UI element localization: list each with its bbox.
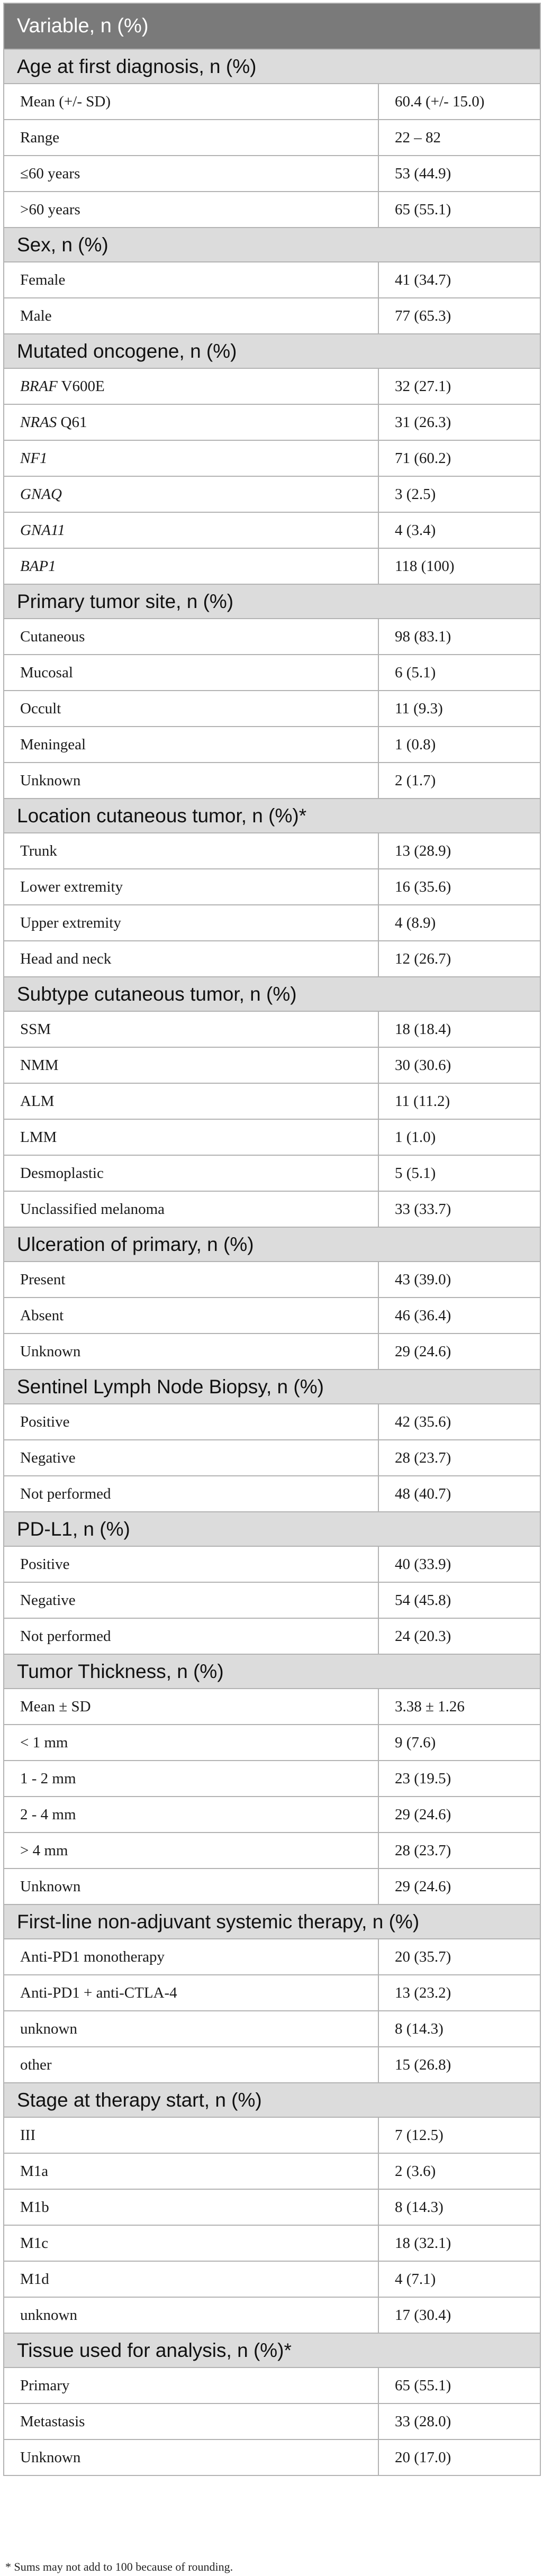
section-header-row bbox=[4, 1512, 540, 1546]
table-row bbox=[4, 2117, 540, 2153]
table-row bbox=[4, 368, 540, 404]
row-label-cell bbox=[4, 1582, 378, 1618]
row-label-cell bbox=[4, 512, 378, 548]
row-label: NMM bbox=[20, 1056, 59, 1074]
row-label: SSM bbox=[20, 1020, 51, 1038]
row-label-cell bbox=[4, 1868, 378, 1904]
table-row bbox=[4, 1975, 540, 2011]
row-value: 2 (1.7) bbox=[378, 763, 540, 799]
section-title: Subtype cutaneous tumor, n (%) bbox=[4, 977, 540, 1011]
table-row bbox=[4, 476, 540, 512]
row-label: Trunk bbox=[20, 842, 57, 859]
table-row bbox=[4, 84, 540, 120]
row-value: 16 (35.6) bbox=[378, 869, 540, 905]
row-value: 71 (60.2) bbox=[378, 440, 540, 476]
row-label: Head and neck bbox=[20, 950, 112, 967]
row-label: III bbox=[20, 2126, 35, 2144]
row-label: Negative bbox=[20, 1591, 76, 1609]
row-label-cell bbox=[4, 2189, 378, 2225]
row-label-cell bbox=[4, 1761, 378, 1797]
row-value: 11 (11.2) bbox=[378, 1083, 540, 1119]
section-header-row bbox=[4, 1654, 540, 1689]
row-value: 43 (39.0) bbox=[378, 1262, 540, 1298]
row-label-suffix: Q61 bbox=[57, 413, 87, 431]
row-value: 17 (30.4) bbox=[378, 2297, 540, 2333]
row-label: M1d bbox=[20, 2270, 49, 2288]
section-title: Mutated oncogene, n (%) bbox=[4, 334, 540, 368]
row-label: 2 - 4 mm bbox=[20, 1806, 76, 1823]
row-label-cell bbox=[4, 192, 378, 228]
row-value: 29 (24.6) bbox=[378, 1868, 540, 1904]
row-label: Unknown bbox=[20, 1877, 81, 1895]
row-label: GNA11 bbox=[20, 521, 65, 539]
row-label: GNAQ bbox=[20, 485, 62, 503]
table-row bbox=[4, 619, 540, 655]
table-row bbox=[4, 192, 540, 228]
row-value: 29 (24.6) bbox=[378, 1334, 540, 1369]
section-title: Sex, n (%) bbox=[4, 228, 540, 262]
row-label-cell bbox=[4, 156, 378, 192]
table-row bbox=[4, 2011, 540, 2047]
row-value: 53 (44.9) bbox=[378, 156, 540, 192]
row-value: 7 (12.5) bbox=[378, 2117, 540, 2153]
row-value: 20 (17.0) bbox=[378, 2439, 540, 2475]
section-header-row bbox=[4, 1369, 540, 1404]
row-label: other bbox=[20, 2056, 52, 2073]
row-label-cell bbox=[4, 1618, 378, 1654]
row-label-cell bbox=[4, 2011, 378, 2047]
row-label-cell bbox=[4, 262, 378, 298]
row-label-cell bbox=[4, 1404, 378, 1440]
row-label: Unclassified melanoma bbox=[20, 1200, 165, 1218]
row-label-cell bbox=[4, 1939, 378, 1975]
table-row bbox=[4, 2368, 540, 2403]
row-value: 4 (3.4) bbox=[378, 512, 540, 548]
row-label: Mean ± SD bbox=[20, 1698, 91, 1715]
row-label-cell bbox=[4, 1833, 378, 1868]
row-label-cell bbox=[4, 763, 378, 799]
table-row bbox=[4, 1618, 540, 1654]
section-title: Tissue used for analysis, n (%)* bbox=[4, 2333, 540, 2368]
row-value: 30 (30.6) bbox=[378, 1047, 540, 1083]
row-label-cell bbox=[4, 2153, 378, 2189]
table-row bbox=[4, 941, 540, 977]
table-row bbox=[4, 2297, 540, 2333]
row-label: Metastasis bbox=[20, 2412, 85, 2430]
section-header-row bbox=[4, 1227, 540, 1262]
row-label: NF1 bbox=[20, 449, 48, 467]
section-title: First-line non-adjuvant systemic therapy, n (%) bbox=[4, 1904, 540, 1939]
section-title: Ulceration of primary, n (%) bbox=[4, 1227, 540, 1262]
row-value: 77 (65.3) bbox=[378, 298, 540, 334]
row-value: 29 (24.6) bbox=[378, 1797, 540, 1833]
row-value: 33 (33.7) bbox=[378, 1191, 540, 1227]
table-row bbox=[4, 1011, 540, 1047]
row-label: Occult bbox=[20, 700, 61, 717]
row-value: 24 (20.3) bbox=[378, 1618, 540, 1654]
row-label: Positive bbox=[20, 1413, 70, 1430]
section-title: Primary tumor site, n (%) bbox=[4, 584, 540, 619]
section-title: Location cutaneous tumor, n (%)* bbox=[4, 799, 540, 833]
row-value: 42 (35.6) bbox=[378, 1404, 540, 1440]
characteristics-table bbox=[3, 3, 541, 2476]
row-label: ≤60 years bbox=[20, 165, 80, 182]
row-value: 11 (9.3) bbox=[378, 691, 540, 727]
row-label-cell bbox=[4, 440, 378, 476]
row-value: 98 (83.1) bbox=[378, 619, 540, 655]
row-value: 8 (14.3) bbox=[378, 2011, 540, 2047]
table-row bbox=[4, 2403, 540, 2439]
row-value: 1 (1.0) bbox=[378, 1119, 540, 1155]
row-label-cell bbox=[4, 655, 378, 691]
section-header-row bbox=[4, 228, 540, 262]
row-label: NRAS bbox=[20, 413, 57, 431]
row-label-cell bbox=[4, 869, 378, 905]
table-row bbox=[4, 1476, 540, 1512]
table-row bbox=[4, 1797, 540, 1833]
row-value: 54 (45.8) bbox=[378, 1582, 540, 1618]
row-label-cell bbox=[4, 1298, 378, 1334]
row-label-cell bbox=[4, 298, 378, 334]
table-row bbox=[4, 2189, 540, 2225]
section-title: Age at first diagnosis, n (%) bbox=[4, 49, 540, 84]
row-value: 13 (23.2) bbox=[378, 1975, 540, 2011]
table-row bbox=[4, 1298, 540, 1334]
row-label: Female bbox=[20, 271, 66, 288]
table-row bbox=[4, 512, 540, 548]
row-value: 22 – 82 bbox=[378, 120, 540, 156]
row-label: Male bbox=[20, 307, 52, 324]
row-label: Unknown bbox=[20, 2448, 81, 2466]
row-value: 4 (7.1) bbox=[378, 2261, 540, 2297]
row-value: 4 (8.9) bbox=[378, 905, 540, 941]
row-value: 18 (32.1) bbox=[378, 2225, 540, 2261]
section-header-row bbox=[4, 977, 540, 1011]
section-title: Stage at therapy start, n (%) bbox=[4, 2083, 540, 2117]
table-row bbox=[4, 404, 540, 440]
row-label-cell bbox=[4, 404, 378, 440]
table-row bbox=[4, 869, 540, 905]
row-label: unknown bbox=[20, 2020, 77, 2037]
table-row bbox=[4, 2153, 540, 2189]
table-row bbox=[4, 1582, 540, 1618]
section-title: Tumor Thickness, n (%) bbox=[4, 1654, 540, 1689]
table-body bbox=[4, 3, 540, 2475]
row-label-cell bbox=[4, 1047, 378, 1083]
row-value: 65 (55.1) bbox=[378, 2368, 540, 2403]
table-row bbox=[4, 440, 540, 476]
row-value: 32 (27.1) bbox=[378, 368, 540, 404]
table-row bbox=[4, 655, 540, 691]
row-label: Lower extremity bbox=[20, 878, 123, 895]
row-value: 15 (26.8) bbox=[378, 2047, 540, 2083]
section-header-row bbox=[4, 799, 540, 833]
table-row bbox=[4, 298, 540, 334]
row-label-cell bbox=[4, 619, 378, 655]
row-value: 28 (23.7) bbox=[378, 1440, 540, 1476]
row-label-cell bbox=[4, 2261, 378, 2297]
table-row bbox=[4, 1546, 540, 1582]
table-row bbox=[4, 548, 540, 584]
table-row bbox=[4, 763, 540, 799]
table-row bbox=[4, 1047, 540, 1083]
row-label: > 4 mm bbox=[20, 1842, 68, 1859]
row-label: Meningeal bbox=[20, 736, 86, 753]
row-label: BRAF bbox=[20, 377, 58, 395]
row-label-cell bbox=[4, 1725, 378, 1761]
row-label: LMM bbox=[20, 1128, 57, 1146]
row-label-cell bbox=[4, 2403, 378, 2439]
row-label-cell bbox=[4, 2297, 378, 2333]
row-label-cell bbox=[4, 2117, 378, 2153]
row-value: 23 (19.5) bbox=[378, 1761, 540, 1797]
row-label: Unknown bbox=[20, 772, 81, 789]
row-label: >60 years bbox=[20, 201, 80, 218]
table-row bbox=[4, 1262, 540, 1298]
row-value: 6 (5.1) bbox=[378, 655, 540, 691]
section-header-row bbox=[4, 1904, 540, 1939]
table-header-row bbox=[4, 3, 540, 49]
section-header-row bbox=[4, 334, 540, 368]
table-row bbox=[4, 1119, 540, 1155]
table-row bbox=[4, 1083, 540, 1119]
table-row bbox=[4, 1868, 540, 1904]
row-label: Range bbox=[20, 129, 60, 146]
row-label-cell bbox=[4, 1440, 378, 1476]
table-row bbox=[4, 1833, 540, 1868]
table-row bbox=[4, 1334, 540, 1369]
section-header-row bbox=[4, 2083, 540, 2117]
table-row bbox=[4, 2261, 540, 2297]
row-label-cell bbox=[4, 2047, 378, 2083]
row-value: 28 (23.7) bbox=[378, 1833, 540, 1868]
row-value: 46 (36.4) bbox=[378, 1298, 540, 1334]
row-label-cell bbox=[4, 2439, 378, 2475]
row-label: Upper extremity bbox=[20, 914, 121, 931]
row-label-cell bbox=[4, 1689, 378, 1725]
row-label-cell bbox=[4, 1083, 378, 1119]
table-row bbox=[4, 1440, 540, 1476]
row-label: Positive bbox=[20, 1555, 70, 1573]
row-value: 5 (5.1) bbox=[378, 1155, 540, 1191]
row-label-cell bbox=[4, 476, 378, 512]
row-label-cell bbox=[4, 905, 378, 941]
row-label: Unknown bbox=[20, 1343, 81, 1360]
row-label: Primary bbox=[20, 2377, 70, 2394]
table-row bbox=[4, 905, 540, 941]
row-label: ALM bbox=[20, 1092, 55, 1110]
row-label: Present bbox=[20, 1271, 66, 1288]
table-row bbox=[4, 1939, 540, 1975]
row-label: unknown bbox=[20, 2306, 77, 2324]
row-label-cell bbox=[4, 1975, 378, 2011]
header-variable-cell: Variable, n (%) bbox=[4, 3, 540, 49]
row-label: BAP1 bbox=[20, 557, 56, 575]
row-label-cell bbox=[4, 727, 378, 763]
row-value: 2 (3.6) bbox=[378, 2153, 540, 2189]
row-label: Cutaneous bbox=[20, 628, 85, 645]
row-label-cell bbox=[4, 368, 378, 404]
table-row bbox=[4, 833, 540, 869]
section-header-row bbox=[4, 584, 540, 619]
table-row bbox=[4, 262, 540, 298]
table-row bbox=[4, 1761, 540, 1797]
row-label-cell bbox=[4, 941, 378, 977]
row-label-cell bbox=[4, 84, 378, 120]
row-label: Anti-PD1 monotherapy bbox=[20, 1948, 165, 1965]
row-label: Desmoplastic bbox=[20, 1164, 104, 1182]
row-label: Negative bbox=[20, 1449, 76, 1466]
row-label-cell bbox=[4, 1334, 378, 1369]
row-value: 33 (28.0) bbox=[378, 2403, 540, 2439]
row-label-cell bbox=[4, 691, 378, 727]
row-label-suffix: V600E bbox=[57, 377, 105, 395]
section-header-row bbox=[4, 49, 540, 84]
row-label-cell bbox=[4, 1011, 378, 1047]
row-value: 3 (2.5) bbox=[378, 476, 540, 512]
table-row bbox=[4, 2047, 540, 2083]
row-value: 60.4 (+/- 15.0) bbox=[378, 84, 540, 120]
table-row bbox=[4, 1689, 540, 1725]
row-label: Absent bbox=[20, 1307, 64, 1324]
row-label: Mucosal bbox=[20, 664, 73, 681]
row-label-cell bbox=[4, 1191, 378, 1227]
section-title: Sentinel Lymph Node Biopsy, n (%) bbox=[4, 1369, 540, 1404]
table-row bbox=[4, 2225, 540, 2261]
row-label-cell bbox=[4, 1262, 378, 1298]
row-label-cell bbox=[4, 548, 378, 584]
table-row bbox=[4, 727, 540, 763]
row-value: 48 (40.7) bbox=[378, 1476, 540, 1512]
table-row bbox=[4, 1191, 540, 1227]
table-row bbox=[4, 1725, 540, 1761]
row-value: 41 (34.7) bbox=[378, 262, 540, 298]
row-label-cell bbox=[4, 120, 378, 156]
row-label: M1b bbox=[20, 2198, 49, 2216]
row-label: Mean (+/- SD) bbox=[20, 93, 111, 110]
section-title: PD-L1, n (%) bbox=[4, 1512, 540, 1546]
row-value: 1 (0.8) bbox=[378, 727, 540, 763]
row-value: 18 (18.4) bbox=[378, 1011, 540, 1047]
row-value: 13 (28.9) bbox=[378, 833, 540, 869]
row-value: 31 (26.3) bbox=[378, 404, 540, 440]
table-row bbox=[4, 691, 540, 727]
table-row bbox=[4, 1404, 540, 1440]
row-label-cell bbox=[4, 1797, 378, 1833]
row-label-cell bbox=[4, 1546, 378, 1582]
row-label-cell bbox=[4, 833, 378, 869]
table-row bbox=[4, 2439, 540, 2475]
table-row bbox=[4, 156, 540, 192]
row-value: 40 (33.9) bbox=[378, 1546, 540, 1582]
row-value: 8 (14.3) bbox=[378, 2189, 540, 2225]
row-value: 118 (100) bbox=[378, 548, 540, 584]
row-value: 3.38 ± 1.26 bbox=[378, 1689, 540, 1725]
row-value: 12 (26.7) bbox=[378, 941, 540, 977]
section-header-row bbox=[4, 2333, 540, 2368]
row-label-cell bbox=[4, 1119, 378, 1155]
row-label: 1 - 2 mm bbox=[20, 1770, 76, 1787]
row-label-cell bbox=[4, 1476, 378, 1512]
row-label-cell bbox=[4, 2225, 378, 2261]
row-label: M1c bbox=[20, 2234, 49, 2252]
row-value: 65 (55.1) bbox=[378, 192, 540, 228]
row-label-cell bbox=[4, 2368, 378, 2403]
row-label: Not performed bbox=[20, 1485, 111, 1502]
row-label-cell bbox=[4, 1155, 378, 1191]
row-label: M1a bbox=[20, 2162, 49, 2180]
table-row bbox=[4, 120, 540, 156]
row-value: 9 (7.6) bbox=[378, 1725, 540, 1761]
row-label: Not performed bbox=[20, 1627, 111, 1645]
table-row bbox=[4, 1155, 540, 1191]
row-value: 20 (35.7) bbox=[378, 1939, 540, 1975]
row-label: < 1 mm bbox=[20, 1734, 68, 1751]
table-footnote: * Sums may not add to 100 because of rounding. bbox=[5, 2560, 233, 2573]
row-label: Anti-PD1 + anti-CTLA-4 bbox=[20, 1984, 177, 2001]
